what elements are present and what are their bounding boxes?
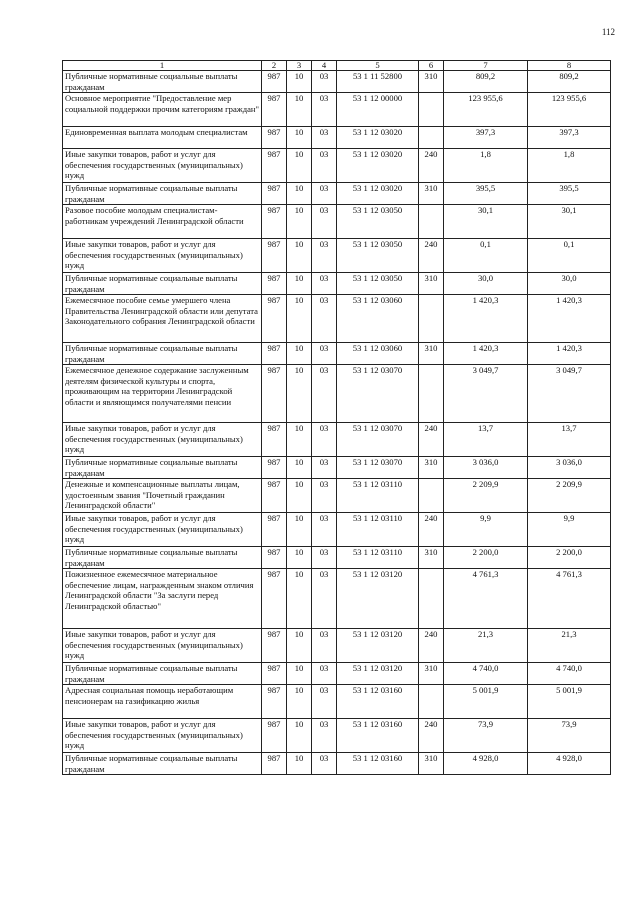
row-amount-planned: 3 036,0: [444, 457, 528, 479]
row-admin-code: 987: [262, 569, 287, 629]
row-expense-type: 310: [419, 183, 444, 205]
column-header: 1: [63, 61, 262, 71]
row-name: Публичные нормативные социальные выплаты гражданам: [63, 753, 262, 775]
row-amount-total: 30,1: [528, 205, 611, 239]
row-target-article: 53 1 12 03120: [337, 629, 419, 663]
row-amount-total: 1,8: [528, 149, 611, 183]
row-admin-code: 987: [262, 343, 287, 365]
column-header: 5: [337, 61, 419, 71]
row-admin-code: 987: [262, 753, 287, 775]
row-amount-planned: 3 049,7: [444, 365, 528, 423]
row-target-article: 53 1 12 03050: [337, 239, 419, 273]
row-section: 10: [287, 127, 312, 149]
row-admin-code: 987: [262, 365, 287, 423]
table-row: [63, 719, 611, 753]
row-expense-type: [419, 127, 444, 149]
row-target-article: 53 1 12 03050: [337, 205, 419, 239]
row-admin-code: 987: [262, 629, 287, 663]
row-name: Публичные нормативные социальные выплаты гражданам: [63, 343, 262, 365]
table-row: [63, 239, 611, 273]
row-section: 10: [287, 365, 312, 423]
row-admin-code: 987: [262, 183, 287, 205]
row-subsection: 03: [312, 423, 337, 457]
row-amount-total: 0,1: [528, 239, 611, 273]
row-target-article: 53 1 12 03070: [337, 423, 419, 457]
column-header: 6: [419, 61, 444, 71]
row-amount-total: 395,5: [528, 183, 611, 205]
row-subsection: 03: [312, 719, 337, 753]
row-admin-code: 987: [262, 295, 287, 343]
row-section: 10: [287, 423, 312, 457]
row-amount-planned: 397,3: [444, 127, 528, 149]
row-amount-planned: 5 001,9: [444, 685, 528, 719]
table-row: [63, 183, 611, 205]
row-expense-type: [419, 479, 444, 513]
row-name: Иные закупки товаров, работ и услуг для обеспечения государственных (муниципальных) нужд: [63, 149, 262, 183]
row-name: Иные закупки товаров, работ и услуг для обеспечения государственных (муниципальных) нужд: [63, 513, 262, 547]
row-amount-planned: 123 955,6: [444, 93, 528, 127]
table-row: [63, 127, 611, 149]
row-target-article: 53 1 12 03110: [337, 547, 419, 569]
row-amount-planned: 1,8: [444, 149, 528, 183]
row-subsection: 03: [312, 457, 337, 479]
row-amount-total: 809,2: [528, 71, 611, 93]
table-row: [63, 423, 611, 457]
column-header: 7: [444, 61, 528, 71]
row-expense-type: [419, 295, 444, 343]
row-section: 10: [287, 71, 312, 93]
row-subsection: 03: [312, 513, 337, 547]
row-subsection: 03: [312, 685, 337, 719]
row-name: Публичные нормативные социальные выплаты гражданам: [63, 457, 262, 479]
row-expense-type: [419, 569, 444, 629]
row-subsection: 03: [312, 149, 337, 183]
row-section: 10: [287, 149, 312, 183]
row-name: Ежемесячное пособие семье умершего члена Правительства Ленинградской области или депутата Законодательного собрания Ленинградской области: [63, 295, 262, 343]
row-target-article: 53 1 12 03110: [337, 513, 419, 547]
row-expense-type: [419, 685, 444, 719]
row-admin-code: 987: [262, 457, 287, 479]
row-target-article: 53 1 12 03160: [337, 753, 419, 775]
row-target-article: 53 1 12 03070: [337, 457, 419, 479]
row-admin-code: 987: [262, 205, 287, 239]
row-section: 10: [287, 205, 312, 239]
row-expense-type: 310: [419, 71, 444, 93]
row-name: Денежные и компенсационные выплаты лицам, удостоенным звания "Почетный гражданин Ленинградской области": [63, 479, 262, 513]
row-name: Публичные нормативные социальные выплаты гражданам: [63, 71, 262, 93]
row-admin-code: 987: [262, 513, 287, 547]
row-admin-code: 987: [262, 663, 287, 685]
row-amount-total: 4 740,0: [528, 663, 611, 685]
table-row: [63, 71, 611, 93]
table-row: [63, 629, 611, 663]
row-subsection: 03: [312, 239, 337, 273]
row-subsection: 03: [312, 547, 337, 569]
row-admin-code: 987: [262, 149, 287, 183]
row-target-article: 53 1 12 03120: [337, 663, 419, 685]
row-target-article: 53 1 12 03110: [337, 479, 419, 513]
row-admin-code: 987: [262, 547, 287, 569]
row-amount-total: 2 209,9: [528, 479, 611, 513]
row-expense-type: 240: [419, 719, 444, 753]
row-amount-total: 9,9: [528, 513, 611, 547]
row-expense-type: 240: [419, 513, 444, 547]
row-amount-planned: 30,0: [444, 273, 528, 295]
row-subsection: 03: [312, 753, 337, 775]
row-expense-type: 310: [419, 457, 444, 479]
row-amount-total: 123 955,6: [528, 93, 611, 127]
row-subsection: 03: [312, 273, 337, 295]
row-target-article: 53 1 12 03160: [337, 685, 419, 719]
row-admin-code: 987: [262, 719, 287, 753]
row-amount-planned: 4 928,0: [444, 753, 528, 775]
row-name: Разовое пособие молодым специалистам-работникам учреждений Ленинградской области: [63, 205, 262, 239]
row-amount-planned: 395,5: [444, 183, 528, 205]
row-target-article: 53 1 12 03020: [337, 149, 419, 183]
row-section: 10: [287, 663, 312, 685]
table-row: [63, 149, 611, 183]
row-target-article: 53 1 12 03060: [337, 295, 419, 343]
table-body: [63, 71, 611, 775]
row-section: 10: [287, 273, 312, 295]
row-subsection: 03: [312, 295, 337, 343]
row-target-article: 53 1 12 00000: [337, 93, 419, 127]
row-amount-total: 13,7: [528, 423, 611, 457]
row-name: Публичные нормативные социальные выплаты гражданам: [63, 547, 262, 569]
row-section: 10: [287, 93, 312, 127]
row-name: Иные закупки товаров, работ и услуг для обеспечения государственных (муниципальных) нужд: [63, 629, 262, 663]
row-amount-total: 5 001,9: [528, 685, 611, 719]
row-amount-planned: 9,9: [444, 513, 528, 547]
row-amount-total: 21,3: [528, 629, 611, 663]
row-expense-type: [419, 93, 444, 127]
column-header: 3: [287, 61, 312, 71]
row-amount-total: 4 928,0: [528, 753, 611, 775]
row-target-article: 53 1 12 03020: [337, 183, 419, 205]
row-subsection: 03: [312, 629, 337, 663]
table-row: [63, 663, 611, 685]
table-row: [63, 343, 611, 365]
row-amount-planned: 809,2: [444, 71, 528, 93]
row-subsection: 03: [312, 127, 337, 149]
row-section: 10: [287, 513, 312, 547]
row-expense-type: 240: [419, 423, 444, 457]
row-amount-planned: 0,1: [444, 239, 528, 273]
row-name: Иные закупки товаров, работ и услуг для обеспечения государственных (муниципальных) нужд: [63, 423, 262, 457]
row-amount-total: 1 420,3: [528, 343, 611, 365]
row-amount-planned: 2 200,0: [444, 547, 528, 569]
row-expense-type: 310: [419, 343, 444, 365]
row-amount-total: 30,0: [528, 273, 611, 295]
row-target-article: 53 1 12 03160: [337, 719, 419, 753]
row-amount-total: 3 036,0: [528, 457, 611, 479]
row-admin-code: 987: [262, 239, 287, 273]
row-section: 10: [287, 753, 312, 775]
row-expense-type: 310: [419, 273, 444, 295]
row-amount-planned: 30,1: [444, 205, 528, 239]
row-name: Единовременная выплата молодым специалистам: [63, 127, 262, 149]
row-target-article: 53 1 11 52800: [337, 71, 419, 93]
row-section: 10: [287, 343, 312, 365]
row-target-article: 53 1 12 03120: [337, 569, 419, 629]
row-subsection: 03: [312, 183, 337, 205]
row-amount-planned: 2 209,9: [444, 479, 528, 513]
column-header: 2: [262, 61, 287, 71]
table-row: [63, 273, 611, 295]
row-section: 10: [287, 457, 312, 479]
table-row: [63, 547, 611, 569]
row-amount-planned: 4 740,0: [444, 663, 528, 685]
budget-table: [62, 60, 611, 775]
row-target-article: 53 1 12 03060: [337, 343, 419, 365]
row-amount-total: 3 049,7: [528, 365, 611, 423]
row-amount-total: 73,9: [528, 719, 611, 753]
row-name: Публичные нормативные социальные выплаты гражданам: [63, 663, 262, 685]
row-name: Публичные нормативные социальные выплаты гражданам: [63, 183, 262, 205]
row-section: 10: [287, 183, 312, 205]
row-subsection: 03: [312, 569, 337, 629]
row-section: 10: [287, 629, 312, 663]
row-name: Ежемесячное денежное содержание заслуженным деятелям физической культуры и спорта, проживающим на территории Ленинградской области и являющимся получателями пенсии: [63, 365, 262, 423]
row-admin-code: 987: [262, 71, 287, 93]
row-amount-total: 1 420,3: [528, 295, 611, 343]
row-expense-type: 240: [419, 629, 444, 663]
row-amount-planned: 4 761,3: [444, 569, 528, 629]
row-admin-code: 987: [262, 423, 287, 457]
row-section: 10: [287, 719, 312, 753]
table-row: [63, 457, 611, 479]
row-name: Иные закупки товаров, работ и услуг для обеспечения государственных (муниципальных) нужд: [63, 719, 262, 753]
row-section: 10: [287, 685, 312, 719]
row-subsection: 03: [312, 479, 337, 513]
row-expense-type: 240: [419, 149, 444, 183]
row-target-article: 53 1 12 03050: [337, 273, 419, 295]
table-row: [63, 685, 611, 719]
row-expense-type: [419, 205, 444, 239]
row-name: Публичные нормативные социальные выплаты гражданам: [63, 273, 262, 295]
row-section: 10: [287, 239, 312, 273]
row-subsection: 03: [312, 71, 337, 93]
row-section: 10: [287, 479, 312, 513]
row-expense-type: 240: [419, 239, 444, 273]
row-amount-total: 4 761,3: [528, 569, 611, 629]
row-admin-code: 987: [262, 273, 287, 295]
row-amount-total: 2 200,0: [528, 547, 611, 569]
row-section: 10: [287, 569, 312, 629]
row-subsection: 03: [312, 343, 337, 365]
row-admin-code: 987: [262, 127, 287, 149]
row-name: Адресная социальная помощь неработающим пенсионерам на газификацию жилья: [63, 685, 262, 719]
row-subsection: 03: [312, 93, 337, 127]
row-amount-planned: 13,7: [444, 423, 528, 457]
row-admin-code: 987: [262, 479, 287, 513]
row-amount-planned: 21,3: [444, 629, 528, 663]
page-number: 112: [601, 27, 615, 37]
row-admin-code: 987: [262, 685, 287, 719]
row-expense-type: 310: [419, 547, 444, 569]
table-row: [63, 479, 611, 513]
column-header: 8: [528, 61, 611, 71]
table-row: [63, 569, 611, 629]
row-amount-planned: 73,9: [444, 719, 528, 753]
row-name: Иные закупки товаров, работ и услуг для обеспечения государственных (муниципальных) нужд: [63, 239, 262, 273]
row-subsection: 03: [312, 365, 337, 423]
row-expense-type: 310: [419, 663, 444, 685]
header-row: [63, 61, 611, 71]
table-row: [63, 93, 611, 127]
row-name: Пожизненное ежемесячное материальное обеспечение лицам, награжденным знаком отличия Ленинградской области "За заслуги перед Ленинградской областью": [63, 569, 262, 629]
row-expense-type: [419, 365, 444, 423]
row-amount-planned: 1 420,3: [444, 343, 528, 365]
table-row: [63, 205, 611, 239]
row-subsection: 03: [312, 663, 337, 685]
row-section: 10: [287, 295, 312, 343]
row-admin-code: 987: [262, 93, 287, 127]
table-row: [63, 295, 611, 343]
row-expense-type: 310: [419, 753, 444, 775]
row-target-article: 53 1 12 03070: [337, 365, 419, 423]
row-amount-planned: 1 420,3: [444, 295, 528, 343]
column-header: 4: [312, 61, 337, 71]
row-name: Основное мероприятие "Предоставление мер социальной поддержки прочим категориям граждан": [63, 93, 262, 127]
table-row: [63, 365, 611, 423]
row-target-article: 53 1 12 03020: [337, 127, 419, 149]
table-row: [63, 753, 611, 775]
row-subsection: 03: [312, 205, 337, 239]
row-amount-total: 397,3: [528, 127, 611, 149]
row-section: 10: [287, 547, 312, 569]
table-row: [63, 513, 611, 547]
